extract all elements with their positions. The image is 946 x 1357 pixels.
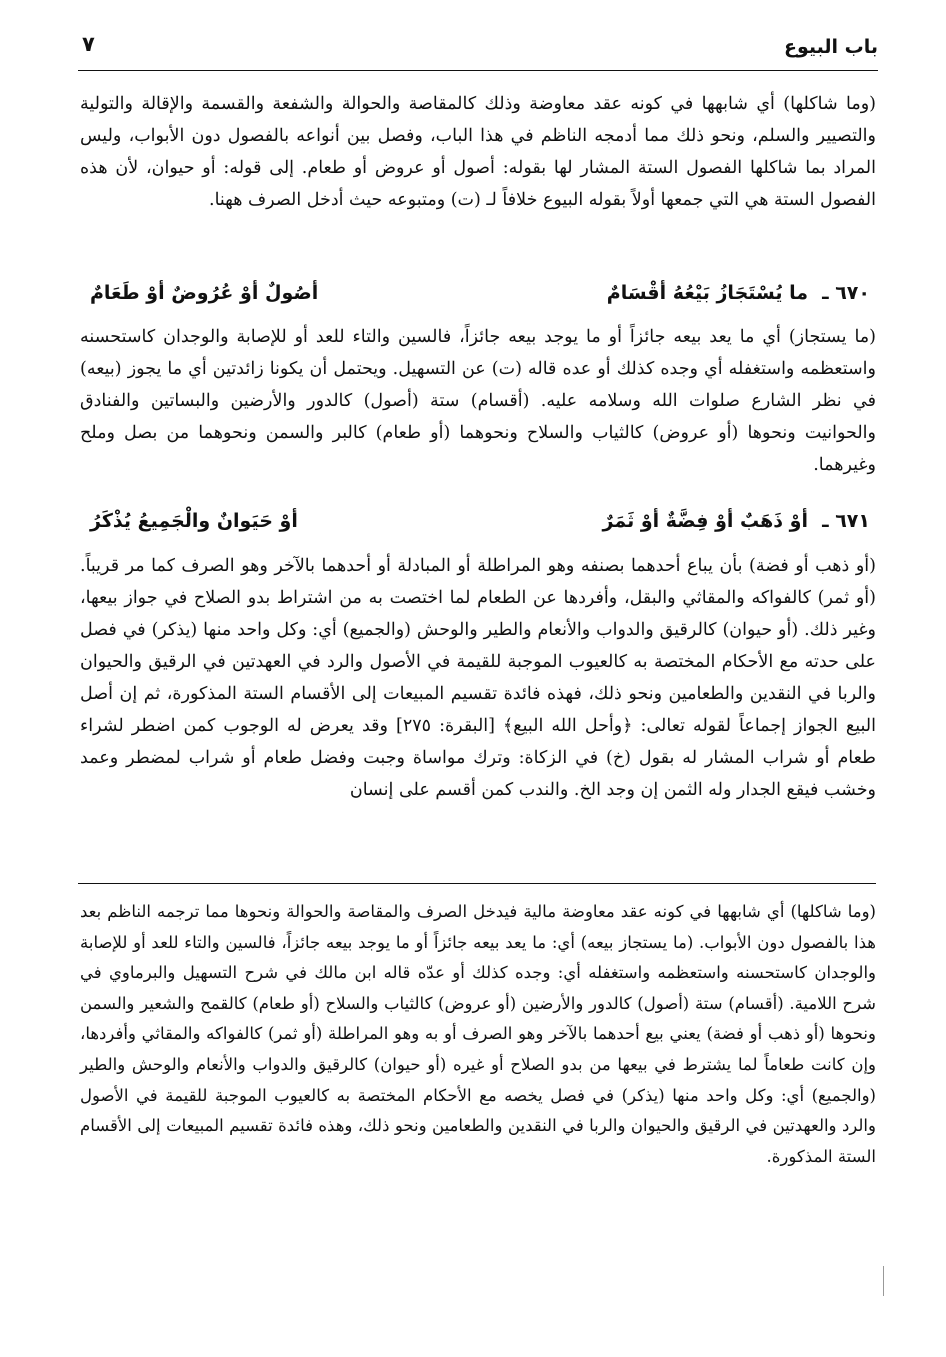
verse-first-hemistich: ما يُسْتَجَازُ بَيْعُهُ أقْسَامٌ [606,282,808,304]
commentary-text: (أو ذهب أو فضة) بأن يباع أحدهما بصنفه وهو المراطلة أو المبادلة أو أحدهما بالآخر وهو الصرف كما مر قريباً. (أو ثمر) كالفواكه والمقاثي والبقل، وأفردها عن الطعام لما اختصت به من اشتراط بدو الصلاح في جواز بيعها، وغير ذلك. (أو حيوان) كالرقيق والدواب والأنعام والطير والوحش (والجميع) أي: وكل واحد منها (يذكر) في فصل على حدته مع الأحكام المختصة به كالعيوب الموجبة للقيمة في الأصول والرد في العهدتين في الرقيق والحيوان والربا في النقدين والطعامين ونحو ذلك، فهذه فائدة تقسيم المبيعات إلى الأقسام الستة المذكورة، ثم إن أصل البيع الجواز إجماعاً لقوله تعالى: ﴿وأحل الله البيع﴾ [البقرة: ٢٧٥] وقد يعرض له الوجوب كمن اضطر لشراء طعام أو شراب المشار له بقول (خ) في الزكاة: وترك مواساة وجبت وفضل طعام أو شراب لمضطر وعمد وخشب فيقع الجدار وله الثمن إن وجد الخ. والندب كمن أقسم على إنسان [80,556,876,800]
intro-text: (وما شاكلها) أي شابهها في كونه عقد معاوضة وذلك كالمقاصة والحوالة والشفعة والقسمة والإقالة والتولية والتصيير والسلم، ونحو ذلك مما أدمجه الناظم في هذا الباب، وفصل بين أنواعه بالفصول دون الأبواب، وليس المراد بما شاكلها الفصول الستة المشار لها بقوله: أصول أو عروض أو طعام. إلى قوله: أو حيوان، لأن هذه الفصول الستة هي التي جمعها أولاً بقوله البيوع خلافاً لـ (ت) ومتبوعه حيث أدخل الصرف ههنا. [80,94,876,210]
verse-number: ٦٧١ ـ [822,510,870,532]
footnote [80,897,876,1172]
footnote-divider [78,883,876,884]
footnote-text: (وما شاكلها) أي شابهها في كونه عقد معاوضة مالية فيدخل الصرف والمقاصة والحوالة ونحوها مما ترجمه الناظم بعد هذا بالفصول دون الأبواب. (ما يستجاز بيعه) أي: ما يعد بيعه جائزاً أو ما يوجد بيعه جائزاً، فالسين والتاء للعد أو للإصابة والوجدان كاستحسنه واستعظمه واستغفله أي: وجده كذلك أو عدّه قاله ابن مالك في شرح التسهيل والبرماوي في شرح اللامية. (أقسام) ستة (أصول) كالدور والأرضين (أو عروض) كالثياب والسلاح (أو طعام) كالقمح والشعير والسمن ونحوها (أو ذهب أو فضة) يعني بيع أحدهما بالآخر وهو الصرف أو به وهو المراطلة (أو ثمر) كالفواكه والمقاثي وأفردها، وإن كانت طعاماً لما يشترط في بيعها من بدو الصلاح أو غيره (أو حيوان) كالرقيق والدواب والأنعام والوحش والطير (والجميع) أي: وكل واحد منها (يذكر) في فصل يخصه مع الأحكام المختصة به كالعيوب الموجبة للقيمة في الأصول والرد والعهدتين في الرقيق والحيوان والربا في النقدين والطعامين ونحو ذلك، وهذه فائدة تقسيم المبيعات إلى الأقسام الستة المذكورة. [80,902,876,1166]
page-number: ٧ [82,32,95,56]
verse-670 [90,280,870,316]
verse-number: ٦٧٠ ـ [822,282,870,304]
page-header [78,26,878,66]
verse-second-hemistich: أصُولٌ أوْ عُرُوضٌ أوْ طَعَامٌ [90,282,319,304]
verse-671 [90,508,870,544]
commentary-671 [80,550,876,806]
verse-first-hemistich: أوْ ذَهَبٌ أوْ فِضَّةٌ أوْ ثَمَرٌ [602,510,808,532]
intro-paragraph [80,88,876,216]
header-divider [78,70,878,71]
running-title: باب البيوع [783,36,878,58]
commentary-text: (ما يستجاز) أي ما يعد بيعه جائزاً أو ما يوجد بيعه جائزاً، فالسين والتاء للعد أو للإصابة والوجدان كاستحسنه واستعظمه واستغفله أي وجده كذلك أو عده قاله (ت) عن التسهيل. ويحتمل أن يكونا زائدتين أي ما يجوز (بيعه) في نظر الشارع صلوات الله وسلامه عليه. (أقسام) ستة (أصول) كالدور والأرضين والبساتين والفنادق والحوانيت ونحوها (أو عروض) كالثياب والسلاح ونحوهما (أو طعام) كالبر والسمن ونحوهما من بصل وملح وغيرهما. [80,327,876,475]
margin-mark [883,1266,884,1296]
verse-second-hemistich: أوْ حَيَوانٌ والْجَمِيعُ يُذْكَرُ [90,510,298,532]
commentary-670 [80,321,876,481]
